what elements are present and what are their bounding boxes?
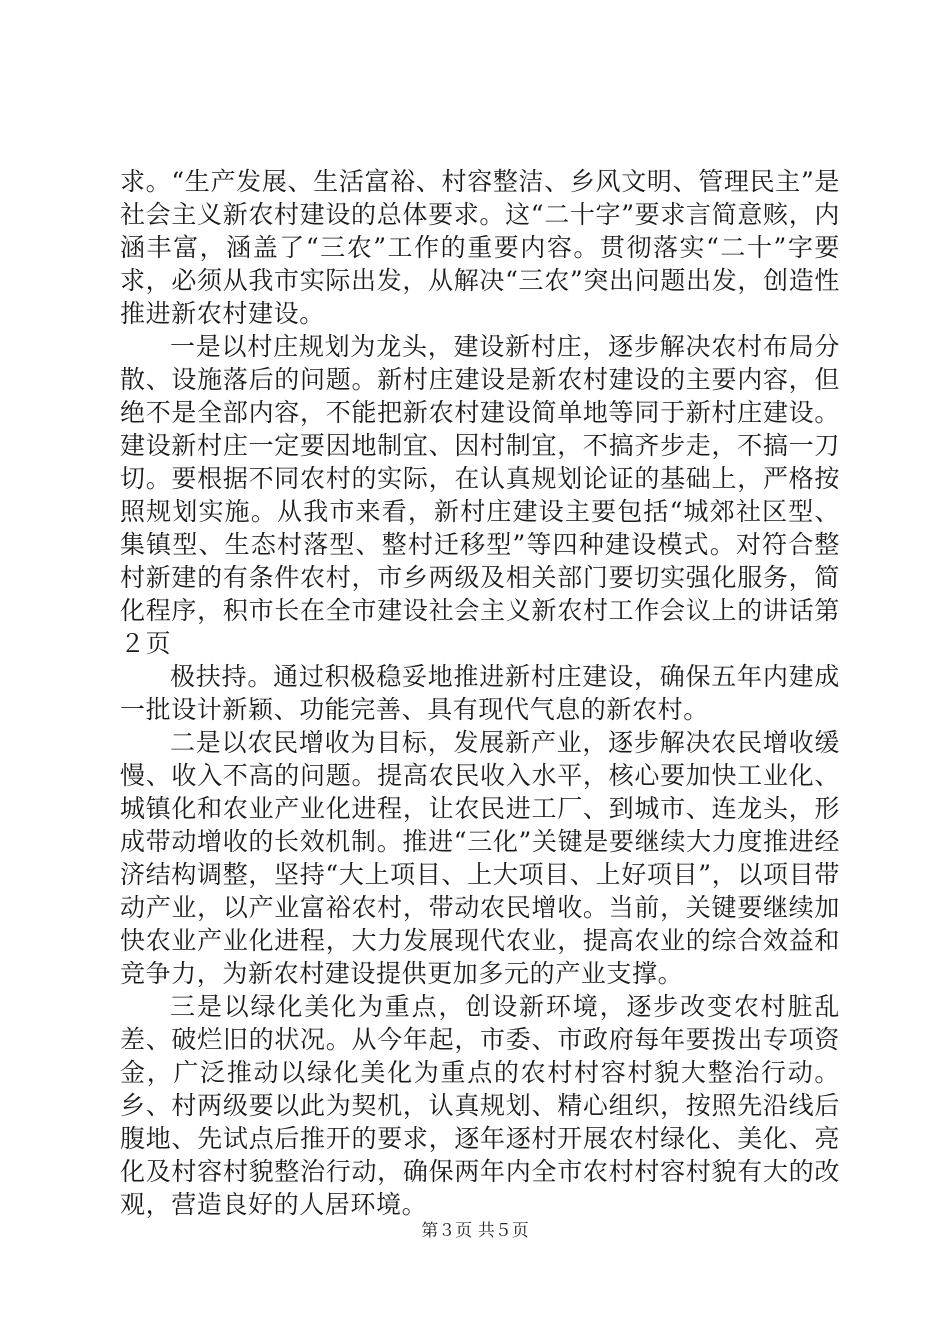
paragraph-4: 二是以农民增收为目标，发展新产业，逐步解决农民增收缓慢、收入不高的问题。提高农民收入水平，核心要加快工业化、城镇化和农业产业化进程，让农民进工厂、到城市、连龙头，形成带动增收的长效机制。推进“三化”关键是要继续大力度推进经济结构调整，坚持“大上项目、上大项目、上好项目”，以项目带动产业，以产业富裕农村，带动农民增收。当前，关键要继续加快农业产业化进程，大力发展现代农业，提高农业的综合效益和竞争力，为新农村建设提供更加多元的产业支撑。 (120, 728, 840, 988)
paragraph-1: 求。“生产发展、生活富裕、村容整洁、乡风文明、管理民主”是社会主义新农村建设的总体要求。这“二十字”要求言简意赅，内涵丰富，涵盖了“三农”工作的重要内容。贯彻落实“二十”字要求，必须从我市实际出发，从解决“三农”突出问题出发，创造性推进新农村建设。 (120, 167, 840, 328)
body-text (120, 165, 840, 1221)
paragraph-5: 三是以绿化美化为重点，创设新环境，逐步改变农村脏乱差、破烂旧的状况。从今年起，市委、市政府每年要拨出专项资金，广泛推动以绿化美化为重点的农村村容村貌大整治行动。乡、村两级要以此为契机，认真规划、精心组织，按照先沿线后腹地、先试点后推开的要求，逐年逐村开展农村绿化、美化、亮化及村容村貌整治行动，确保两年内全市农村村容村貌有大的改观，营造良好的人居环境。 (120, 992, 840, 1219)
paragraph-2: 一是以村庄规划为龙头，建设新村庄，逐步解决农村布局分散、设施落后的问题。新村庄建设是新农村建设的主要内容，但绝不是全部内容，不能把新农村建设简单地等同于新村庄建设。建设新村庄一定要因地制宜、因村制宜，不搞齐步走，不搞一刀切。要根据不同农村的实际，在认真规划论证的基础上，严格按照规划实施。从我市来看，新村庄建设主要包括“城郊社区型、集镇型、生态村落型、整村迁移型”等四种建设模式。对符合整村新建的有条件农村，市乡两级及相关部门要切实强化服务，简化程序，积市长在全市建设社会主义新农村工作会议上的讲话第２页 (120, 332, 840, 658)
paragraph-3: 极扶持。通过积极稳妥地推进新村庄建设，确保五年内建成一批设计新颖、功能完善、具有现代气息的新农村。 (120, 662, 840, 724)
page-footer: 第３页 共５页 (421, 1221, 529, 1241)
